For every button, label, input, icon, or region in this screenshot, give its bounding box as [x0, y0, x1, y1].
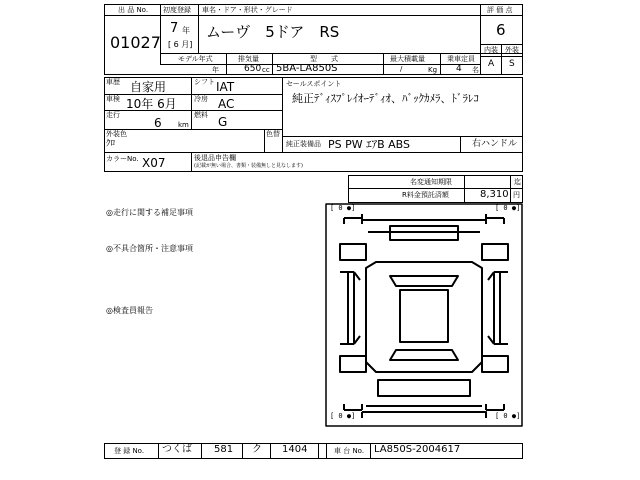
- registration-class: 581: [214, 444, 234, 455]
- inspector-report-label: ◎検査員報告: [106, 306, 153, 315]
- first-registration-year: 7: [170, 21, 179, 36]
- usage-value: 自家用: [130, 80, 167, 94]
- displacement-unit: cc: [262, 66, 270, 74]
- recycle-fee-value: 8,310: [480, 189, 509, 200]
- interior-label: 内装: [484, 46, 498, 54]
- first-registration-year-unit: 年: [182, 26, 190, 35]
- registration-area: つくば: [162, 444, 192, 455]
- shift-value: IAT: [216, 80, 235, 94]
- capacity-unit: 名: [472, 66, 479, 74]
- model-year-label: モデル年式: [178, 55, 213, 63]
- exterior-color-label: 外装色: [106, 130, 127, 138]
- sales-point-value: 純正ﾃﾞｨｽﾌﾟﾚｲｵｰﾃﾞｨｵ、ﾊﾞｯｸｶﾒﾗ、ﾄﾞﾗﾚｺ: [292, 92, 479, 105]
- registration-number-label: 登 録 No.: [114, 447, 145, 455]
- fuel-value: G: [218, 115, 228, 129]
- tire-mark-rear-left: [ 0 ●]: [330, 412, 356, 420]
- running-notes-label: ◎走行に関する補足事項: [106, 208, 193, 217]
- first-registration-month: [ 6 月]: [168, 40, 193, 49]
- name-change-deadline-unit: 迄: [514, 178, 521, 186]
- ac-value: AC: [218, 97, 235, 111]
- recycle-fee-label: R料金預託済額: [402, 191, 449, 199]
- model-type-value: 5BA-LA850S: [276, 63, 338, 74]
- model-type-label: 型 式: [310, 55, 338, 63]
- recycle-fee-unit: 円: [513, 191, 520, 199]
- displacement-value: 650: [244, 64, 262, 74]
- inspection-value: 10年 6月: [126, 97, 177, 111]
- chassis-number-label: 車 台 No.: [334, 447, 365, 455]
- defects-notes-label: ◎不具合箇所・注意事項: [106, 244, 193, 253]
- chassis-number: LA850S-2004617: [374, 444, 461, 455]
- usage-label: 車歴: [106, 78, 120, 86]
- mileage-unit: km: [178, 121, 189, 129]
- exterior-color-value: ｸﾛ: [106, 139, 116, 149]
- max-load-unit: Kg: [428, 66, 438, 74]
- name-change-deadline-label: 名変通知期限: [410, 178, 452, 186]
- color-change-label: 色替: [266, 130, 280, 138]
- registration-number: 1404: [282, 444, 308, 455]
- car-name: ムーヴ 5ドア RS: [206, 23, 340, 41]
- fuel-label: 燃料: [194, 111, 208, 119]
- capacity-label: 乗車定員: [447, 55, 475, 63]
- exterior-grade: S: [509, 59, 515, 69]
- mileage-value: 6: [154, 116, 162, 130]
- steering-side: 右ハンドル: [472, 139, 518, 149]
- color-number-value: X07: [142, 156, 166, 170]
- equipment-value: PS PW ｴｱB ABS: [328, 138, 411, 151]
- tire-mark-front-left: [ 0 ●]: [330, 204, 356, 212]
- inspection-label: 車検: [106, 95, 120, 103]
- registration-kana: ク: [252, 444, 262, 455]
- sales-point-label: セールスポイント: [286, 80, 342, 88]
- displacement-label: 排気量: [238, 55, 259, 63]
- capacity-value: 4: [456, 64, 462, 74]
- lot-number: 01027: [110, 33, 161, 52]
- car-name-label: 車名・ドア・形状・グレード: [202, 6, 293, 14]
- equipment-label: 純正装備品: [286, 140, 321, 148]
- exterior-label: 外装: [505, 46, 519, 54]
- tire-mark-rear-right: [ 0 ●]: [495, 412, 521, 420]
- max-load-label: 最大積載量: [390, 55, 425, 63]
- tire-mark-front-right: [ 0 ●]: [495, 204, 521, 212]
- recycle-declaration-label: 後退品申告欄: [194, 154, 236, 162]
- first-registration-label: 初度登録: [163, 6, 191, 14]
- ac-label: 冷房: [194, 95, 208, 103]
- recycle-declaration-note: (記載が無い場合、書類・装備無しと見なします): [194, 163, 303, 169]
- max-load-separator: /: [400, 65, 403, 73]
- shift-label: シフト: [194, 78, 215, 86]
- interior-grade: A: [488, 59, 495, 69]
- model-year-unit: 年: [212, 66, 219, 74]
- rating-value: 6: [496, 21, 506, 39]
- color-number-label: カラーNo.: [106, 155, 139, 163]
- rating-label: 評 価 点: [487, 6, 513, 14]
- lot-number-label: 出 品 No.: [118, 6, 149, 14]
- mileage-label: 走行: [106, 111, 120, 119]
